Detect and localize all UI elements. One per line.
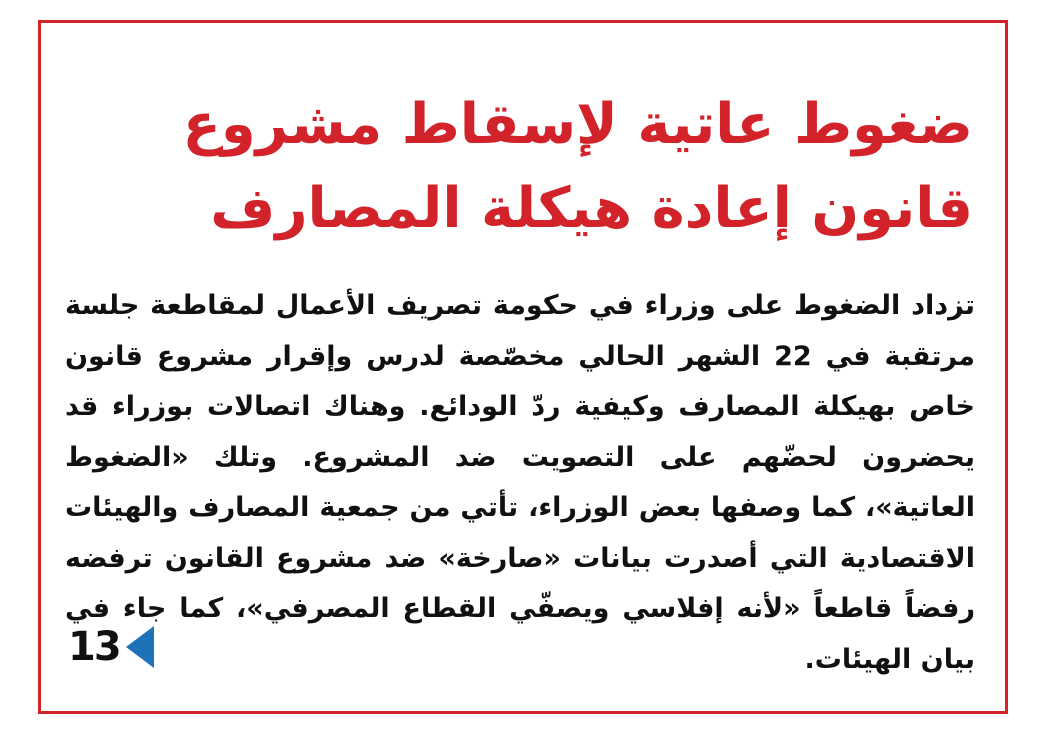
- page-marker[interactable]: [68, 622, 154, 672]
- left-triangle-icon: [126, 626, 154, 668]
- headline: [93, 83, 973, 251]
- article-body: تزداد الضغوط على وزراء في حكومة تصريف الأعمال لمقاطعة جلسة مرتقبة في 22 الشهر الحالي مخصّصة لدرس وإقرار مشروع قانون خاص بهيكلة المصارف وكيفية ردّ الودائع. وهناك اتصالات بوزراء قد يحضرون لحضّهم على التصويت ضد المشروع. وتلك «الضغوط العاتية»، كما وصفها بعض الوزراء، تأتي من جمعية المصارف والهيئات الاقتصادية التي أصدرت بيانات «صارخة» ضد مشروع القانون ترفضه رفضاً قاطعاً «لأنه إفلاسي ويصفّي القطاع المصرفي»، كما جاء في بيان الهيئات.: [65, 290, 975, 675]
- page-number: 13: [68, 624, 120, 670]
- article-frame: [38, 20, 1008, 714]
- headline-line-2: قانون إعادة هيكلة المصارف: [210, 176, 973, 241]
- headline-line-1: ضغوط عاتية لإسقاط مشروع: [182, 92, 973, 157]
